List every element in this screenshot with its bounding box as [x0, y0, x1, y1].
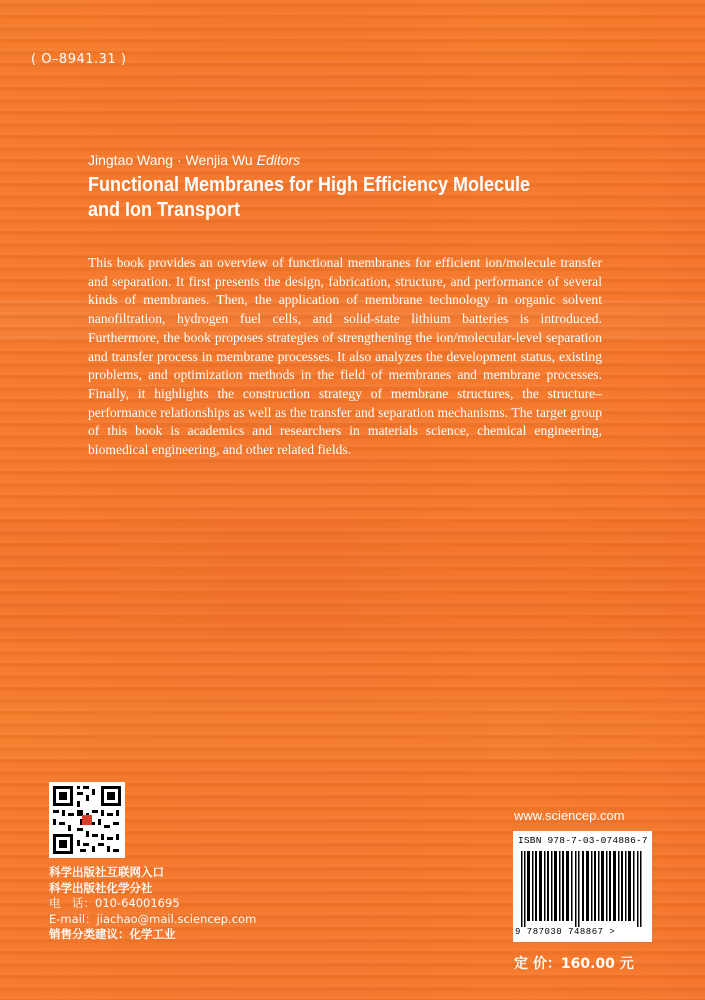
editor-role: Editors — [256, 152, 301, 168]
publisher-email: E-mail：jiachao@mail.sciencep.com — [49, 911, 257, 926]
book-price: 定 价：160.00 元 — [514, 956, 634, 972]
editor-names: Jingtao Wang · Wenjia Wu — [88, 152, 253, 168]
qr-code-icon — [49, 782, 125, 858]
barcode-digits: 9 787030 748867 > — [515, 927, 616, 937]
editors-line — [88, 152, 300, 168]
book-description: This book provides an overview of functional membranes for efficient ion/molecule transfer and separation. It first presents the design, fabrication, structure, and performance of several kinds of membranes. Then, the application of membrane technology in organic solvent nanofiltration, hydrogen fuel cells, and solid-state lithium batteries is introduced. Furthermore, the book proposes strategies of strengthening the ion/molecular-level separation and transfer process in membrane processes. It also analyzes the development status, existing problems, and optimization methods in the field of membranes and membrane processes. Finally, it highlights the construction strategy of membrane structures, the structure–performance relationships as well as the transfer and separation mechanisms. The target group of this book is academics and researchers in materials science, chemical engineering, biomedical engineering, and other related fields. — [88, 255, 602, 458]
catalog-code: ( O–8941.31 ) — [31, 52, 127, 67]
background-band — [0, 520, 705, 640]
book-title: Functional Membranes for High Efficiency Molecule and Ion Transport — [88, 174, 531, 221]
publisher-branch: 科学出版社化学分社 — [49, 880, 153, 895]
sales-category: 销售分类建议：化学工业 — [49, 927, 176, 941]
publisher-phone: 电 话：010-64001695 — [49, 896, 180, 910]
background-band — [0, 0, 705, 60]
publisher-info — [49, 865, 256, 943]
isbn-barcode — [513, 831, 652, 942]
barcode-bars — [521, 851, 643, 927]
qr-code-graphic — [49, 782, 125, 858]
isbn-text: ISBN 978-7-03-074886-7 — [518, 835, 648, 846]
publisher-portal: 科学出版社互联网入口 — [49, 865, 164, 879]
background-band — [0, 700, 705, 760]
publisher-website: www.sciencep.com — [514, 808, 625, 823]
